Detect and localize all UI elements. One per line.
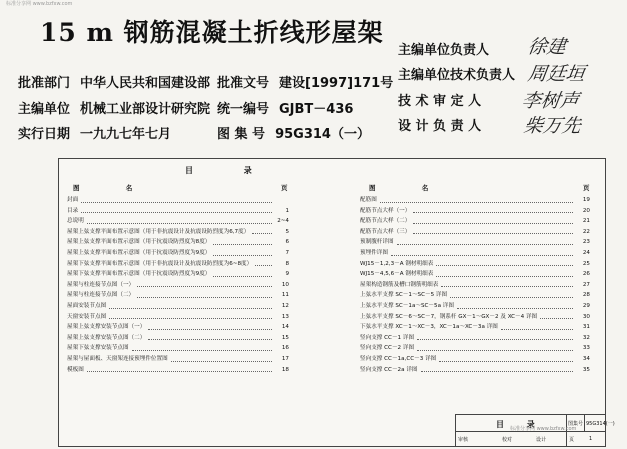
role-tech-lead: 主编单位技术负责人: [398, 68, 516, 83]
page-title: 15 m 钢筋混凝土折线形屋架: [40, 18, 384, 47]
toc-leader-dots: [421, 365, 573, 373]
toc-row: [67, 227, 289, 238]
toc-row: [67, 206, 289, 217]
toc-right-column: [360, 195, 590, 375]
toc-col-page-left: 页: [281, 184, 288, 192]
toc-entry-page: 8: [285, 260, 289, 267]
toc-entry-name: 竖向支撑 CC－1a,CC－3 详图: [360, 355, 437, 362]
toc-col-name-left: 图 名: [73, 184, 155, 192]
toc-entry-page: 20: [582, 207, 590, 214]
toc-row: [360, 227, 590, 238]
toc-leader-dots: [441, 280, 573, 288]
toc-entry-name: 天窗安装节点图: [67, 313, 107, 320]
toc-leader-dots: [413, 227, 573, 235]
signature-4: 柴万先: [522, 115, 583, 137]
toc-row: [360, 343, 590, 354]
toc-row: [67, 269, 289, 280]
title-block-page: 1: [589, 436, 593, 442]
toc-entry-page: 35: [582, 366, 590, 373]
toc-leader-dots: [213, 248, 272, 256]
toc-entry-page: 9: [285, 271, 289, 278]
signature-3: 李树声: [520, 90, 581, 112]
toc-leader-dots: [171, 354, 272, 362]
toc-leader-dots: [213, 269, 272, 277]
toc-row: [360, 206, 590, 217]
role-reviewer: 技 术 审 定 人: [398, 94, 482, 109]
toc-entry-page: 1: [285, 207, 289, 214]
toc-entry-name: 配筋节点大样（二）: [360, 218, 411, 225]
toc-leader-dots: [109, 301, 272, 309]
signature-1: 徐建: [526, 36, 568, 58]
toc-entry-page: 11: [281, 292, 289, 299]
toc-leader-dots: [417, 343, 573, 351]
editor-unit: 机械工业部设计研究院: [80, 102, 211, 117]
toc-entry-page: 30: [582, 313, 590, 320]
toc-row: [360, 322, 590, 333]
toc-leader-dots: [436, 269, 573, 277]
toc-row: [67, 322, 289, 333]
unified-no-line: [217, 98, 353, 117]
toc-entry-page: 25: [582, 260, 590, 267]
toc-entry-name: 屋架下弦支撑安装节点图: [67, 345, 129, 352]
toc-entry-page: 10: [281, 281, 289, 288]
toc-panel: [58, 158, 615, 447]
toc-entry-name: WJ15－1,2,3－A 钢材明细表: [360, 260, 434, 267]
toc-entry-name: 预埋件详图: [360, 249, 388, 256]
toc-entry-name: 屋架与柱连接节点图（二）: [67, 292, 135, 299]
toc-entry-page: 18: [281, 366, 289, 373]
toc-row: [360, 354, 590, 365]
toc-leader-dots: [81, 206, 272, 214]
title-block-atlas: 95G314(一): [586, 421, 615, 427]
toc-leader-dots: [417, 333, 573, 341]
toc-entry-page: 22: [582, 228, 590, 235]
toc-row: [67, 343, 289, 354]
toc-entry-name: 屋架上弦支撑平面布置示意图（用于非抗震设计及抗震设防烈度为6,7度）: [67, 228, 250, 235]
toc-entry-page: 7: [285, 249, 289, 256]
toc-entry-page: 28: [582, 292, 590, 299]
doc-no-line: [217, 72, 393, 91]
title-block-review: 审核: [458, 437, 469, 443]
toc-entry-page: 15: [281, 334, 289, 341]
toc-row: [67, 237, 289, 248]
toc-entry-page: 26: [582, 271, 590, 278]
toc-entry-name: WJ15－4,5,6－A 钢材明细表: [360, 271, 434, 278]
atlas-no-label: 图 集 号: [217, 127, 266, 142]
toc-entry-name: 屋架与柱连接节点图（一）: [67, 281, 135, 288]
title-block-page-label: 页: [569, 437, 575, 443]
toc-row: [67, 290, 289, 301]
toc-leader-dots: [148, 322, 272, 330]
approve-dept-line: [18, 72, 210, 91]
toc-leader-dots: [87, 216, 272, 224]
atlas-no: 95G314（一）: [275, 127, 370, 142]
toc-leader-dots: [540, 312, 573, 320]
role-design-lead: 设 计 负 责 人: [398, 119, 482, 134]
toc-entry-name: 屋架与屋面板、天窗架连接预埋件位置图: [67, 355, 168, 362]
toc-leader-dots: [413, 206, 573, 214]
toc-row: [360, 365, 590, 376]
watermark-top: 标准分享网 www.bzfxw.com: [6, 1, 73, 7]
toc-entry-name: 配筋图: [360, 197, 377, 203]
toc-entry-name: 屋架上弦支撑平面布置示意图（用于抗震设防烈度为8度）: [67, 239, 211, 246]
toc-leader-dots: [109, 312, 272, 320]
toc-row: [360, 259, 590, 270]
toc-entry-name: 预制腹杆详图: [360, 239, 394, 246]
toc-entry-name: 上弦水平支撑 SC－1～SC－5 详图: [360, 292, 448, 299]
toc-entry-name: 配筋节点大样（三）: [360, 228, 411, 235]
toc-row: [67, 259, 289, 270]
toc-entry-page: 29: [582, 302, 590, 309]
toc-leader-dots: [413, 216, 573, 224]
toc-row: [67, 354, 289, 365]
approve-dept: 中华人民共和国建设部: [80, 76, 211, 91]
impl-date-line: [18, 123, 171, 142]
toc-entry-page: 23: [582, 239, 590, 246]
toc-leader-dots: [380, 195, 573, 203]
toc-entry-page: 5: [285, 228, 289, 235]
toc-entry-page: 27: [582, 281, 590, 288]
toc-entry-page: 34: [582, 355, 590, 362]
toc-row: [360, 280, 590, 291]
toc-entry-name: 屋架下弦支撑平面布置示意图（用于抗震设防烈度为9度）: [67, 271, 211, 278]
toc-left-column: [67, 195, 289, 375]
toc-leader-dots: [137, 290, 272, 298]
toc-entry-name: 竖向支撑 CC－1 详图: [360, 334, 415, 341]
toc-entry-page: 19: [582, 197, 590, 203]
toc-entry-name: 屋架上弦支撑安装节点图（一）: [67, 324, 146, 331]
toc-leader-dots: [501, 322, 573, 330]
approve-dept-label: 批准部门: [18, 76, 71, 91]
toc-entry-page: 14: [281, 324, 289, 331]
toc-row: [67, 280, 289, 291]
toc-entry-name: 屋面安装节点图: [67, 302, 107, 309]
toc-entry-name: 封面: [67, 197, 79, 203]
toc-leader-dots: [81, 195, 272, 203]
toc-row: [360, 195, 590, 206]
toc-leader-dots: [255, 259, 272, 267]
toc-leader-dots: [137, 280, 272, 288]
toc-leader-dots: [436, 259, 573, 267]
editor-unit-label: 主编单位: [18, 102, 71, 117]
impl-date: 一九九七年七月: [80, 127, 172, 142]
toc-entry-name: 模板图: [67, 366, 84, 373]
toc-entry-name: 目录: [67, 207, 79, 214]
toc-entry-page: 6: [285, 239, 289, 246]
toc-entry-page: 33: [582, 345, 590, 352]
toc-entry-name: 下弦水平支撑 XC－1～XC－3，XC－1a～XC－3a 详图: [360, 324, 498, 331]
toc-row: [360, 269, 590, 280]
role-chief-editor: 主编单位负责人: [398, 43, 490, 58]
toc-entry-page: 31: [582, 324, 590, 331]
toc-leader-dots: [213, 237, 272, 245]
toc-col-name-right: 图 名: [369, 184, 451, 192]
toc-entry-page: 12: [281, 302, 289, 309]
toc-row: [67, 248, 289, 259]
toc-entry-name: 配筋节点大样（一）: [360, 207, 411, 214]
editor-unit-line: [18, 98, 210, 117]
toc-entry-name: 屋架上弦支撑安装节点图（二）: [67, 334, 146, 341]
unified-no: GJBT－436: [279, 102, 354, 117]
signature-2: 周廷垣: [526, 63, 587, 85]
toc-entry-name: 竖向支撑 CC－2a 详图: [360, 366, 418, 373]
toc-row: [360, 216, 590, 227]
toc-row: [360, 290, 590, 301]
toc-title: 目 录: [185, 166, 276, 175]
toc-entry-page: 2~4: [277, 218, 289, 225]
title-block-atlas-label: 图集号: [568, 421, 584, 427]
toc-leader-dots: [87, 365, 272, 373]
toc-leader-dots: [252, 227, 272, 235]
toc-leader-dots: [439, 354, 573, 362]
toc-row: [360, 248, 590, 259]
toc-row: [360, 333, 590, 344]
toc-entry-name: 竖向支撑 CC－2 详图: [360, 345, 415, 352]
toc-entry-page: 17: [281, 355, 289, 362]
toc-leader-dots: [450, 290, 573, 298]
toc-row: [67, 312, 289, 323]
toc-leader-dots: [397, 237, 573, 245]
toc-entry-name: 上弦水平支撑 SC－1a～SC－5a 详图: [360, 302, 454, 309]
toc-entry-name: 屋架构造钢筋及槽口钢筋明细表: [360, 281, 439, 288]
toc-row: [67, 301, 289, 312]
toc-entry-name: 上弦水平支撑 SC－6～SC－7，钢系杆 GX－1～GX－2 及 XC－4 详图: [360, 313, 538, 320]
toc-entry-name: 屋架上弦支撑平面布置示意图（用于抗震设防烈度为9度）: [67, 249, 211, 256]
impl-date-label: 实行日期: [18, 127, 71, 142]
toc-entry-name: 屋架下弦支撑平面布置示意图（用于非抗震设计及抗震设防烈度为6~8度）: [67, 260, 253, 267]
title-block-name: 目 录: [496, 420, 545, 429]
toc-leader-dots: [132, 343, 272, 351]
toc-entry-page: 16: [281, 345, 289, 352]
toc-entry-name: 总说明: [67, 218, 84, 225]
toc-row: [67, 216, 289, 227]
toc-entry-page: 13: [281, 313, 289, 320]
toc-row: [360, 237, 590, 248]
title-block: [455, 414, 615, 447]
toc-row: [67, 333, 289, 344]
toc-col-page-right: 页: [583, 184, 590, 192]
title-block-watermark: 标准分享网 www.bzfxw.com: [510, 426, 577, 432]
atlas-no-line: [217, 123, 370, 142]
toc-row: [67, 365, 289, 376]
toc-leader-dots: [391, 248, 573, 256]
toc-entry-page: [275, 195, 289, 206]
doc-no: 建设[1997]171号: [279, 76, 394, 91]
toc-leader-dots: [148, 333, 272, 341]
toc-row: [67, 195, 289, 206]
toc-row: [360, 312, 590, 323]
title-block-design: 设计: [536, 437, 547, 443]
title-block-check: 校对: [502, 437, 513, 443]
unified-no-label: 统一编号: [217, 102, 270, 117]
doc-no-label: 批准文号: [217, 76, 270, 91]
toc-row: [360, 301, 590, 312]
toc-entry-page: 24: [582, 249, 590, 256]
toc-leader-dots: [457, 301, 573, 309]
toc-entry-page: 21: [582, 218, 590, 225]
toc-entry-page: 32: [582, 334, 590, 341]
